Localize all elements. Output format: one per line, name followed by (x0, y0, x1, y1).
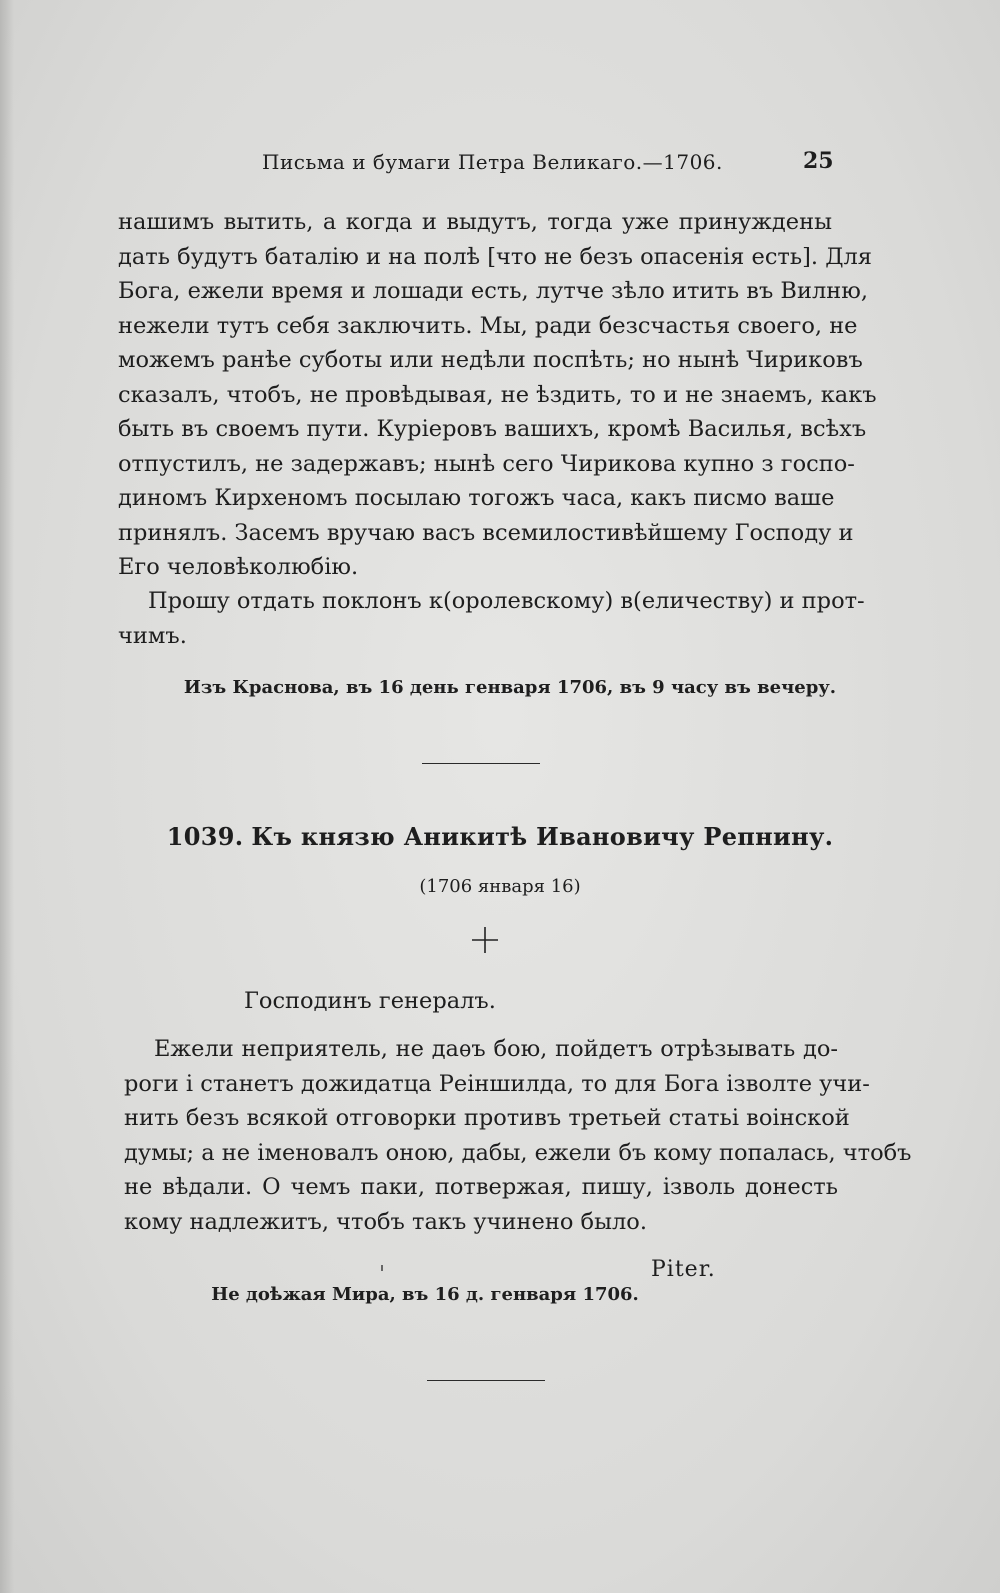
previous-letter-text (118, 205, 877, 585)
ink-speck (381, 1265, 383, 1271)
text-line: дать будутъ баталію и на полѣ [что не безъ опасенія есть]. Для (118, 243, 872, 270)
text-line: сказалъ, чтобъ, не провѣдывая, не ѣздить, то и не знаемъ, какъ (118, 381, 877, 408)
text-line: нить безъ всякой отговорки противъ третьей статьі воінской (124, 1105, 850, 1131)
text-line: Бога, ежели время и лошади есть, лутче зѣло итить въ Вилню, (118, 278, 868, 304)
letter-date: (1706 января 16) (419, 876, 581, 897)
signature: Piter. (651, 1257, 716, 1282)
running-head: Письма и бумаги Петра Великаго.—1706. (262, 150, 723, 174)
text-line: думы; а не іменовалъ оною, дабы, ежели бъ кому попалась, чтобъ (124, 1139, 912, 1166)
text-line: чимъ. (118, 622, 187, 649)
text-line: отпустилъ, не задержавъ; нынѣ сего Чирикова купно з госпо- (118, 450, 855, 477)
letter-title: Къ князю Аникитѣ Ивановичу Репнину. (251, 822, 834, 851)
letter-heading (0, 822, 1000, 851)
text-line: нашимъ вытить, а когда и выдутъ, тогда уже принуждены (118, 209, 832, 235)
letter-number: 1039. (166, 822, 244, 851)
section-divider (427, 1380, 545, 1381)
text-line: Прошу отдать поклонъ к(оролевскому) в(еличеству) и прот- (148, 588, 865, 614)
previous-letter-dateline: Изъ Краснова, въ 16 день генваря 1706, въ 9 часу въ вечеру. (183, 677, 837, 698)
letter-body (124, 1032, 912, 1239)
previous-letter-closing (118, 584, 865, 653)
letter-dateline: Не доѣжая Мира, въ 16 д. генваря 1706. (211, 1284, 639, 1305)
text-line: кому надлежитъ, чтобъ такъ учинено было. (124, 1208, 647, 1235)
cross-icon (470, 925, 500, 955)
text-line: Ежели неприятель, не даѳъ бою, пойдетъ отрѣзывать до- (154, 1036, 838, 1062)
text-line: нежели тутъ себя заключить. Мы, ради безсчастья своего, не (118, 312, 858, 339)
section-divider (422, 763, 540, 764)
text-line: можемъ ранѣе суботы или недѣли поспѣть; но нынѣ Чириковъ (118, 347, 863, 373)
text-line: не вѣдали. О чемъ паки, потвержая, пишу, ізволь донесть (124, 1174, 838, 1200)
text-line: Его человѣколюбію. (118, 554, 359, 580)
text-line: роги і станетъ дожидатца Реіншилда, то для Бога ізволте учи- (124, 1070, 870, 1097)
spine-shadow (0, 0, 14, 1593)
text-line: быть въ своемъ пути. Куріеровъ вашихъ, кромѣ Василья, всѣхъ (118, 416, 867, 442)
salutation: Господинъ генералъ. (244, 988, 496, 1014)
text-line: принялъ. Засемъ вручаю васъ всемилостивѣйшему Господу и (118, 519, 854, 546)
text-line: диномъ Кирхеномъ посылаю тогожъ часа, какъ писмо ваше (118, 485, 835, 511)
page-number: 25 (803, 148, 834, 174)
